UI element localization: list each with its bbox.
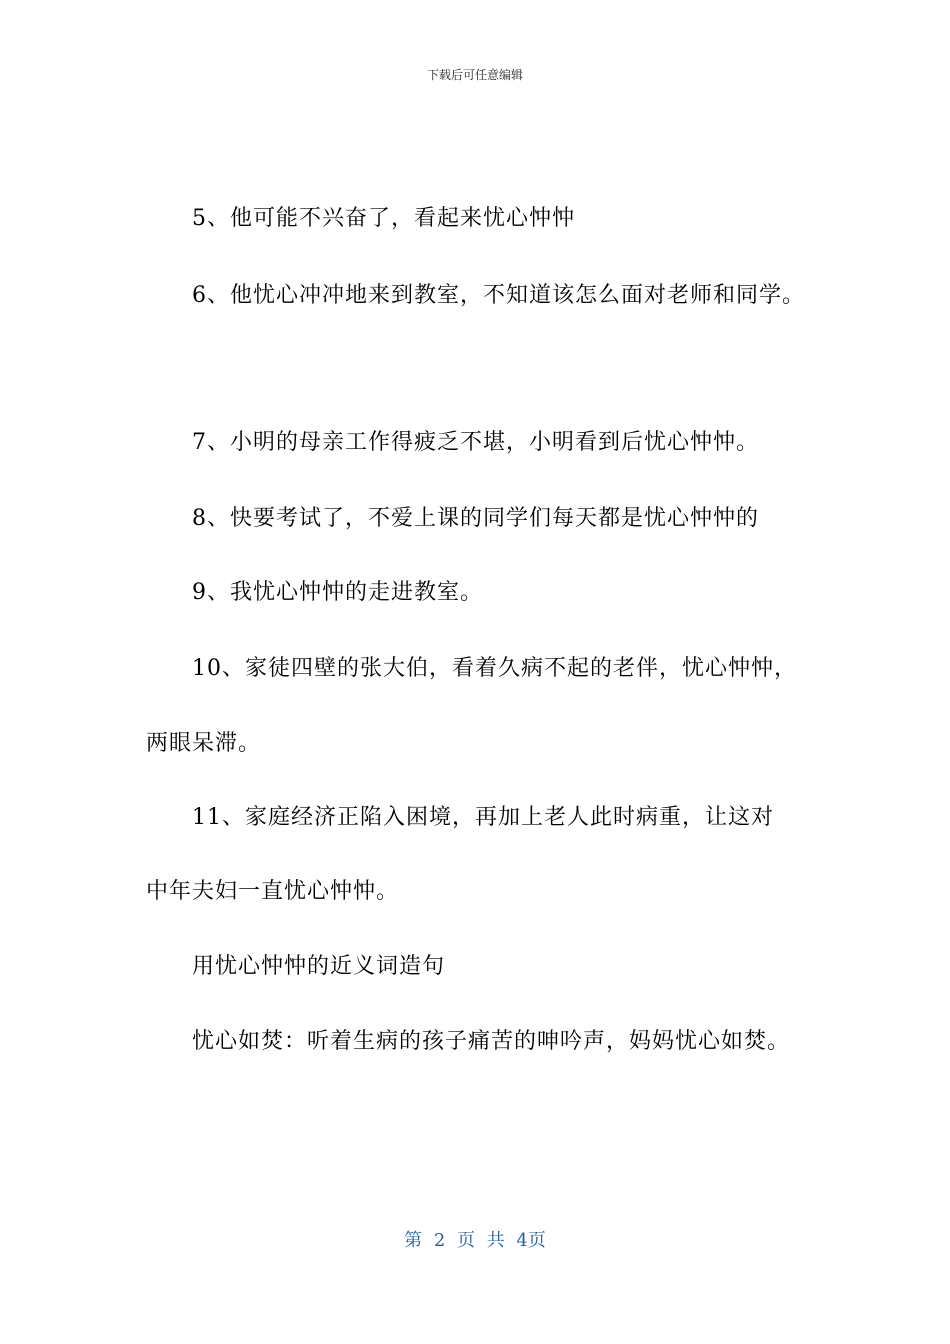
- sentence-7: 7、小明的母亲工作得疲乏不堪，小明看到后忧心忡忡。: [192, 430, 759, 455]
- sentence-11: 11、家庭经济正陷入困境，再加上老人此时病重，让这对: [192, 805, 774, 830]
- sentence-9: 9、我忧心忡忡的走进教室。: [192, 580, 483, 605]
- sentence-10-continued: 两眼呆滞。: [146, 731, 262, 756]
- page-header: 下载后可任意编辑: [426, 68, 523, 82]
- sentence-8: 8、快要考试了，不爱上课的同学们每天都是忧心忡忡的: [192, 506, 759, 531]
- sentence-5: 5、他可能不兴奋了，看起来忧心忡忡: [192, 206, 575, 231]
- sentence-6: 6、他忧心冲冲地来到教室，不知道该怎么面对老师和同学。: [192, 283, 805, 308]
- page-number: 第 2 页 共 4页: [404, 1230, 546, 1251]
- sentence-11-continued: 中年夫妇一直忧心忡忡。: [146, 879, 400, 904]
- section-heading: 用忧心忡忡的近义词造句: [192, 954, 446, 979]
- synonym-sentence: 忧心如焚：听着生病的孩子痛苦的呻吟声，妈妈忧心如焚。: [192, 1029, 791, 1054]
- sentence-10: 10、家徒四壁的张大伯，看着久病不起的老伴，忧心忡忡，: [192, 656, 797, 681]
